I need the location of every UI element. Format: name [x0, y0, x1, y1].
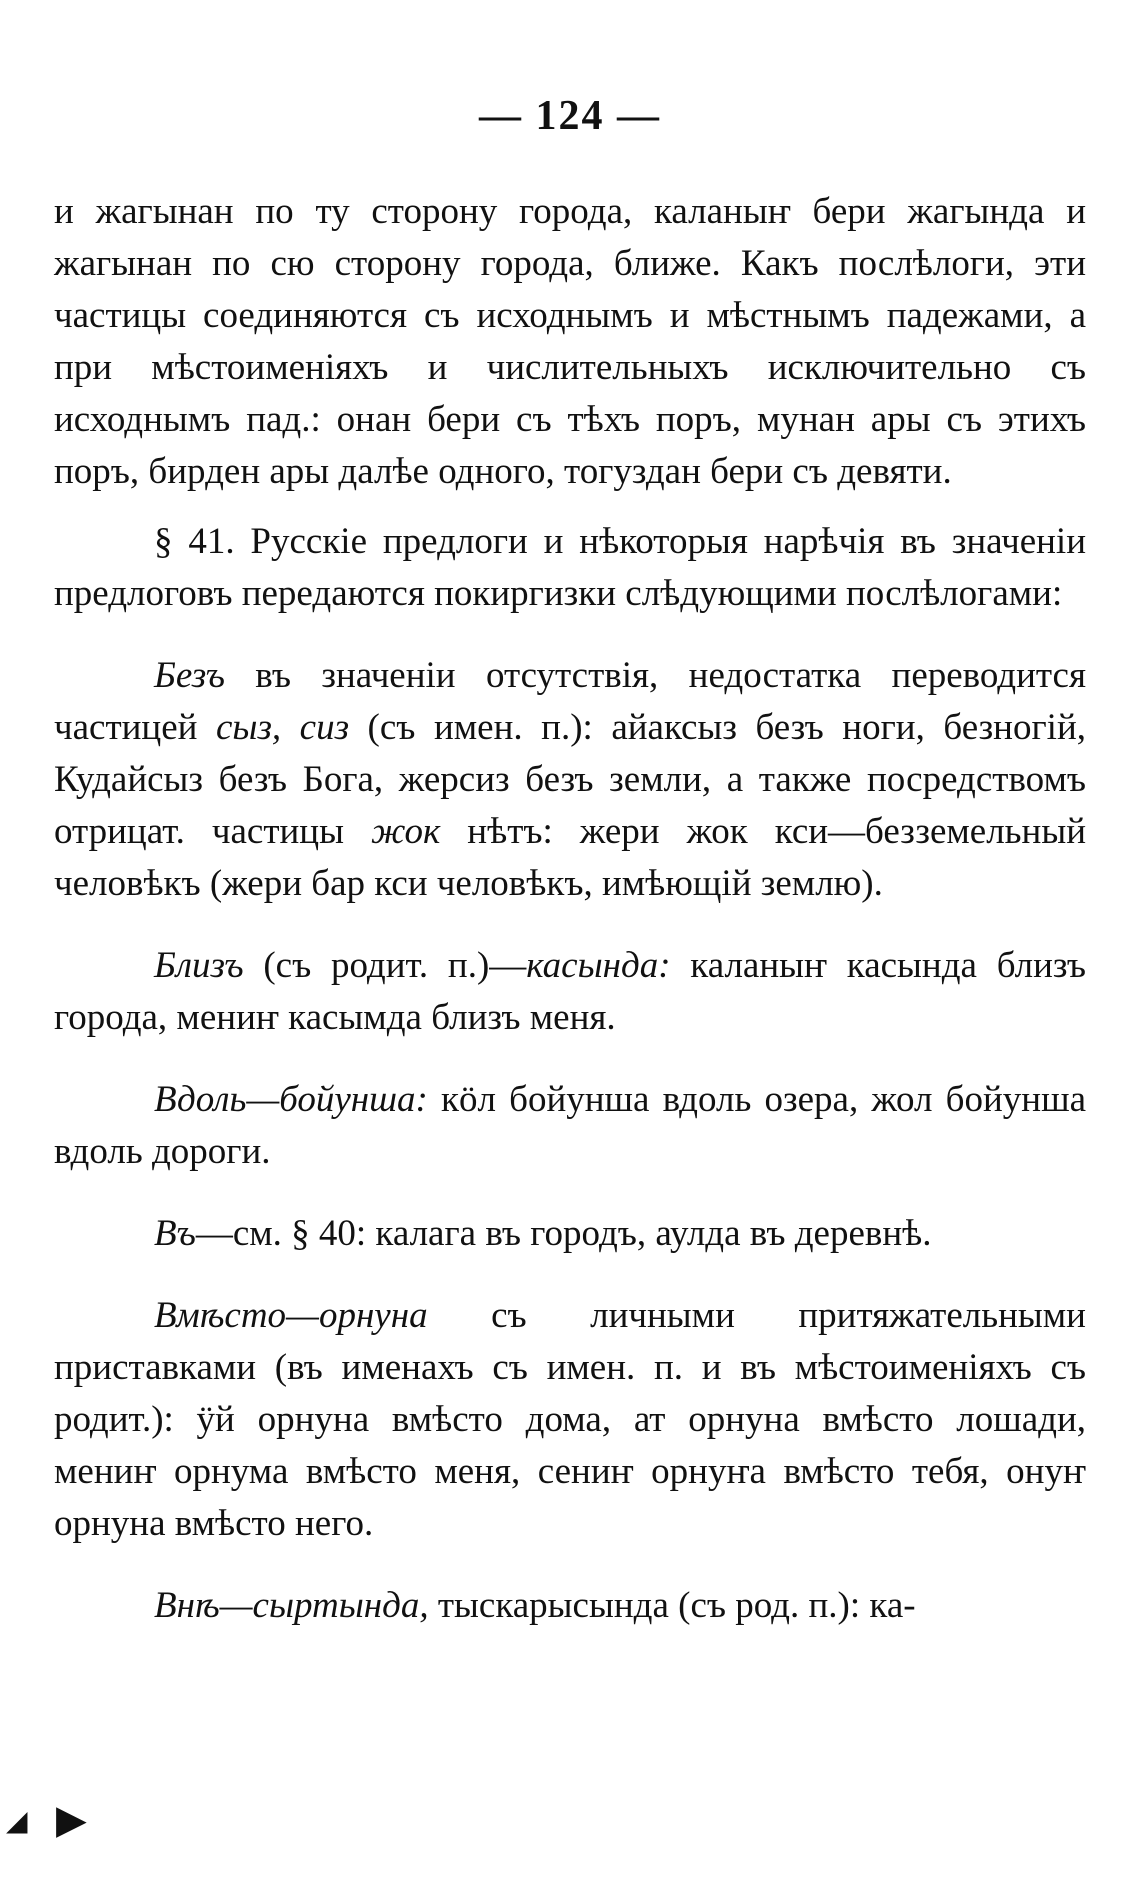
- entry-text: нѣтъ: жери жок кси—безземельный человѣкъ (жери бар кси человѣкъ, имѣющій землю).: [54, 811, 1086, 904]
- entry-lead: Вдоль—бойунша:: [154, 1079, 428, 1120]
- entry-text: —см. § 40: калага въ городъ, аулда въ деревнѣ.: [195, 1213, 932, 1254]
- entry-text: кӧл бойунша вдоль озера, жол бойунша вдоль дороги.: [54, 1079, 1086, 1172]
- paragraph-section-41: § 41. Русскіе предлоги и нѣкоторыя нарѣчія въ значеніи предлоговъ передаются покиргизки слѣдующими послѣлогами:: [54, 521, 1086, 614]
- entry-italic: жок: [370, 811, 441, 852]
- paragraph-vne: [54, 1580, 1086, 1632]
- entry-text: (съ имен. п.): айаксыз безъ ноги, безногій, Кудайсыз безъ Бога, жерсиз безъ земли, а также посредствомъ отрицат. частицы: [54, 707, 1086, 852]
- entry-lead: Безъ: [154, 655, 225, 696]
- entry-text: каланыҥ касында близъ города, мениҥ касымда близъ меня.: [54, 945, 1086, 1038]
- entry-italic: сыз, сиз: [215, 707, 350, 748]
- page-body: [54, 186, 1086, 1632]
- page-number: — 124 —: [479, 93, 661, 139]
- paragraph-bez: [54, 650, 1086, 910]
- paragraph-1: и жагынан по ту сторону города, каланыҥ бери жагында и жагынан по сю сторону города, ближе. Какъ послѣлоги, эти частицы соединяются съ исходнымъ и мѣстнымъ падежами, а при мѣстоименіяхъ и числительныхъ исключительно съ исходнымъ пад.: онан бери съ тѣхъ поръ, мунан ары съ этихъ поръ, бирден ары далѣе одного, тогуздан бери съ девяти.: [54, 191, 1086, 492]
- entry-lead: Близъ: [154, 945, 244, 986]
- paragraph-vdol: [54, 1074, 1086, 1178]
- arrow-mark-icon: ▶: [56, 1797, 87, 1842]
- entry-text: съ личными притяжательными приставками (въ именахъ съ имен. п. и въ мѣстоименіяхъ съ родит.): ӱй орнуна вмѣсто дома, ат орнуна вмѣсто лошади, мениҥ орнума вмѣсто меня, сениҥ орнуҥа вмѣсто тебя, онуҥ орнуна вмѣсто него.: [54, 1295, 1086, 1544]
- entry-text: тыскарысында (съ род. п.): ка-: [428, 1585, 916, 1626]
- paragraph-v: [54, 1208, 1086, 1260]
- corner-mark-icon: ◢: [6, 1806, 28, 1837]
- entry-lead: Вмѣсто—орнуна: [154, 1295, 428, 1336]
- paragraph-vmesto: [54, 1290, 1086, 1550]
- entry-text: въ значеніи отсутствія, недостатка переводится частицей: [54, 655, 1086, 748]
- paragraph-bliz: [54, 940, 1086, 1044]
- entry-italic: касында:: [526, 945, 671, 986]
- entry-lead: Въ: [154, 1213, 196, 1254]
- entry-text: (съ родит. п.)—: [243, 945, 527, 986]
- entry-lead: Внѣ—сыртында,: [154, 1585, 429, 1626]
- footer-marks: [6, 1796, 126, 1842]
